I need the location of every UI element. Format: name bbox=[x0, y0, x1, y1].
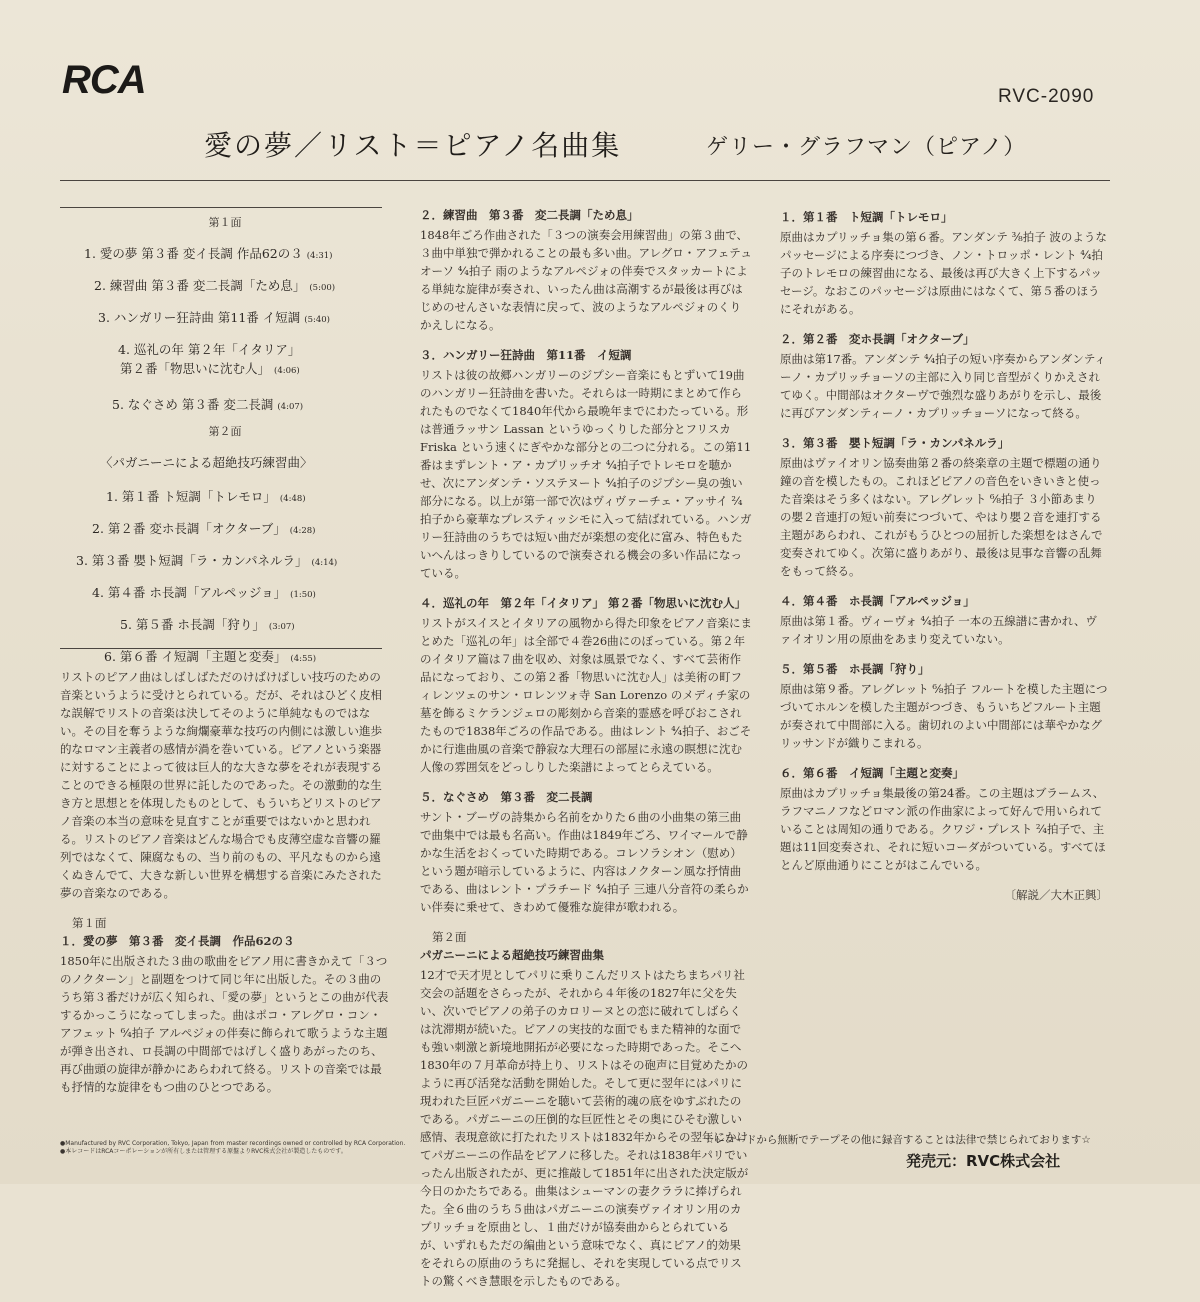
intro-paragraph: リストのピアノ曲はしばしばただのけばけばしい技巧のための音楽というように受けとられている。だが、それはひどく皮相な誤解でリストの音楽は決してそのように単純なものではない。その目を奪うような絢爛豪華な技巧の内側には激しい進歩的なロマン主義者の感情が渦を巻いている。ピアノという楽器に対することによって彼は巨人的な大きな夢をそれが表現することのできる極限の世界に託したのであった。その激動的な生き方と思想とを体現したものとして、もういちどリストのピアノ音楽の本当の意味を見直すことが重要ではないかと思われる。リストのピアノ音楽はどんな場合でも皮薄空虚な音響の羅列ではなくて、陳腐なもの、当り前のもの、平凡なものから遠くぬきんでて、大きな新しい世界を構想する音楽にみたされた夢の音楽なのである。 bbox=[60, 670, 382, 900]
note-body: 原曲は第１番。ヴィーヴォ ⁴⁄₄拍子 一本の五線譜に書かれ、ヴァイオリン用の原曲をあまり変えていない。 bbox=[780, 614, 1097, 646]
track-item bbox=[60, 308, 390, 326]
artist-credit: ゲリー・グラフマン（ピアノ） bbox=[706, 135, 1027, 160]
note-heading: ５．第５番 ホ長調「狩り」 bbox=[780, 662, 930, 676]
note-body: サント・ブーヴの詩集から名前をかりた６曲の小曲集の第三曲で曲集中では最も名高い。作曲は1849年ごろ、ワイマールで静かな生活をおくっていた時期である。コレソラシオン（慰め）という題が暗示しているように、内容はノクターン風な抒情曲である、曲はレント・プラチード ⁴⁄₄拍子 三連八分音符の柔らかい伴奏に乗せて、きわめて優雅な旋律が歌われる。 bbox=[420, 810, 749, 914]
note-body: リストは彼の故郷ハンガリーのジプシー音楽にもとずいて19曲のハンガリー狂詩曲を書いた。それらは一時期にまとめて作られたものでなくて1840年代から最晩年までにわたっている。形は普通ラッサン Lassan というゆっくりした部分とフリスカ Friska という速くにぎやかな部分との二つに分れる。この第11番はまずレント・ア・カプリッチオ ⁴⁄₄拍子でトレモロを聴かせ、次にアンダンテ・ソステヌート ⁴⁄₄拍子のジプシー臭の強い部分になる。以上が第一部で次はヴィヴァーチェ・アッサイ ²⁄₄拍子から豪華なプレスティッシモに入って結ばれている。ハンガリー狂詩曲のうちでは短い曲だが楽想の変化に富み、特色もたいへんはっきりしているので演奏される機会の多い作品になっている。 bbox=[420, 368, 752, 580]
note-heading: パガニーニによる超絶技巧練習曲集 bbox=[420, 948, 604, 962]
note-body: 12才で天才児としてパリに乗りこんだリストはたちまちパリ社交会の話題をさらったが、それから４年後の1827年に父を失い、次いでピアノの弟子のカロリーヌとの恋に破れてしばらくは沈滞期が続いた。ピアノの実技的な面でもまた精神的な面でも強い刺激と新境地開拓が必要になった時期であった。そこへ1830年の７月革命が持上り、リストはその砲声に目覚めたかのように再び活発な活動を開始した。そして更に翌年にはパリに現われた巨匠パガニーニを聴いて芸術的魂の底をゆすぶれたのである。パガニーニの圧倒的な巨匠性とその奥にひそむ激しい感情、表現意欲に打たれたリストは1832年からその翌年にかけてパガニーニの作品をピアノに移した。それは1838年パリでいったん出版されたが、更に推敲して1851年に出された決定版が今日のかたちである。曲集はシューマンの妻クララに捧げられた。全６曲のうち５曲はパガニーニの演奏ヴァイオリン用のカプリッチョを原曲とし、１曲だけが協奏曲からとられているが、いずれもただの編曲という意味でなく、真にピアノ的効果をそれらの原曲のうちに発掘し、それを実現している点でリストの驚くべき慧眼を示したものである。 bbox=[420, 968, 749, 1288]
note-heading: ６．第６番 イ短調「主題と変奏」 bbox=[780, 766, 964, 780]
note-heading: ２．第２番 変ホ長調「オクターブ」 bbox=[780, 332, 975, 346]
track-duration: (4:31) bbox=[306, 251, 333, 261]
track-title: 1. 愛の夢 第３番 変イ長調 作品62の３ bbox=[84, 246, 303, 261]
track-duration: (4:28) bbox=[289, 526, 316, 536]
track-duration: (5:40) bbox=[304, 315, 330, 325]
track-item bbox=[60, 276, 390, 294]
note-body: 原曲はカプリッチョ集最後の第24番。この主題はブラームス、ラフマニノフなどロマン派の作曲家によって好んで用いられていることは周知の通りである。クワジ・プレスト ²⁄₄拍子で、主題は11回変奏され、それに短いコーダがついている。すべてほとんど原曲通りにことがはこんでいる。 bbox=[780, 786, 1106, 872]
track-duration: (4:06) bbox=[274, 366, 300, 376]
note-heading: ４．第４番 ホ長調「アルペッジョ」 bbox=[780, 594, 975, 608]
track-item bbox=[60, 551, 390, 569]
notes-credit: 〔解説／大木正興〕 bbox=[1004, 888, 1108, 902]
track-title: 3. 第３番 嬰ト短調「ラ・カンパネルラ」 bbox=[76, 553, 308, 568]
side-label: 第２面 bbox=[208, 425, 242, 438]
note-heading: ４．巡礼の年 第２年「イタリア」 第２番「物思いに沈む人」 bbox=[420, 596, 747, 610]
note-body: 原曲はヴァイオリン協奏曲第２番の終楽章の主題で標題の通り鐘の音を模したもの。これほどピアノの音色をいきいきと使った音楽はそう多くはない。アレグレット ⁶⁄₈拍子 ３小節あまりの嬰２音連打の短い前奏につづいて、やはり嬰２音を連打する主題があらわれ、これがもうひとつの屈折した楽想をはさんで変奏されてゆく。次第に盛りあがり、最後は見事な音響の乱舞をもって終る。 bbox=[780, 456, 1103, 578]
note-heading: ２．練習曲 第３番 変二長調「ため息」 bbox=[420, 208, 639, 222]
track-subtitle: 第２番「物思いに沈む人」 bbox=[120, 361, 271, 376]
track-title: 2. 第２番 変ホ長調「オクターブ」 bbox=[92, 521, 286, 536]
manufacturer-line-en: ●Manufactured by RVC Corporation, Tokyo, Japan from master recordings owned or controlled by RCA Corporation. bbox=[60, 1140, 406, 1147]
track-title: 1. 第１番 ト短調「トレモロ」 bbox=[106, 489, 276, 504]
track-item bbox=[60, 519, 390, 537]
track-title: 5. なぐさめ 第３番 変二長調 bbox=[112, 397, 274, 412]
note-body: リストがスイスとイタリアの風物から得た印象をピアノ音楽にまとめた「巡礼の年」は全部で４巻26曲にのぼっている。第２年のイタリア篇は７曲を収め、対象は風景でなく、すべて芸術作品になっており、この第２番「物思いに沈む人」は美術の町フィレンツェのサン・ロレンツォ寺 San Lorenzo のメディチ家の墓を飾るミケランジェロの彫刻から音楽的霊感を呼びおこされたもので1838年ごろの作品である。曲はレント ⁴⁄₄拍子、おごそかに行進曲風の音楽で静寂な大理石の部屋に永遠の瞑想に沈む人像の雰囲気をどっしりした楽譜によってとらえている。 bbox=[420, 616, 753, 774]
tracklist-rule bbox=[60, 207, 382, 208]
note-heading: １．愛の夢 第３番 変イ長調 作品62の３ bbox=[60, 934, 295, 948]
track-item bbox=[60, 395, 390, 413]
distributor: 発売元：RVC株式会社 bbox=[906, 1152, 1061, 1170]
rca-logo: RCA bbox=[62, 58, 146, 102]
note-body: 1850年に出版された３曲の歌曲をピアノ用に書きかえて「３つのノクターン」と副題をつけて同じ年に出版した。その３曲のうち第３番だけが広く知られ、「愛の夢」というとこの曲が代表するかっこうになってしまった。曲はポコ・アレグロ・コン・アフェット ⁶⁄₄拍子 アルペジォの伴奏に飾られて歌うような主題が弾き出され、ロ長調の中間部ではげしく盛りあがったのち、再び曲頭の旋律が静かにあらわれて終る。リストの音楽では最も抒情的な旋律をもつ曲のひとつである。 bbox=[60, 954, 389, 1094]
track-item bbox=[60, 244, 390, 262]
track-title: 4. 巡礼の年 第２年「イタリア」 bbox=[118, 342, 301, 357]
track-title: 3. ハンガリー狂詩曲 第11番 イ短調 bbox=[98, 310, 301, 325]
track-duration: (5:00) bbox=[309, 283, 336, 293]
track-item bbox=[60, 615, 390, 633]
track-title: 2. 練習曲 第３番 変二長調「ため息」 bbox=[94, 278, 306, 293]
notes-side2-heading: 第２面 bbox=[432, 930, 467, 944]
note-heading: １．第１番 ト短調「トレモロ」 bbox=[780, 210, 953, 224]
track-duration: (4:14) bbox=[311, 558, 338, 568]
track-duration: (1:50) bbox=[290, 590, 316, 600]
note-heading: ５．なぐさめ 第３番 変二長調 bbox=[420, 790, 593, 804]
track-duration: (4:48) bbox=[279, 494, 306, 504]
track-item bbox=[60, 583, 390, 601]
notes-column-3 bbox=[780, 208, 1108, 916]
side-label: 第１面 bbox=[208, 216, 242, 229]
note-heading: ３．第３番 嬰ト短調「ラ・カンパネルラ」 bbox=[780, 436, 1010, 450]
track-title: 4. 第４番 ホ長調「アルペッジョ」 bbox=[92, 585, 287, 600]
note-body: 原曲は第９番。アレグレット ⁶⁄₈拍子 フルートを模した主題につづいてホルンを模した主題がつづき、もういちどフルート主題が奏されて中間部に入る。歯切れのよい中間部には華やかなグリッサンドが織りこまれる。 bbox=[780, 682, 1108, 750]
notes-side1-heading: 第１面 bbox=[72, 916, 107, 930]
side2-group-title: 〈パガニーニによる超絶技巧練習曲〉 bbox=[100, 455, 313, 470]
notes-column-1 bbox=[60, 668, 392, 1108]
manufacturer-notice bbox=[60, 1140, 420, 1156]
track-duration: (4:55) bbox=[290, 654, 317, 664]
copy-warning: ☆レコードから無断でテープその他に録音することは法律で禁じられております☆ bbox=[705, 1134, 1091, 1146]
note-heading: ３．ハンガリー狂詩曲 第11番 イ短調 bbox=[420, 348, 632, 362]
note-body: 原曲はカプリッチョ集の第６番。アンダンテ ³⁄₈拍子 波のようなパッセージによる序奏につづき、ノン・トロッポ・レント ⁴⁄₄拍子のトレモロの練習曲になる、最後は再び大きく上下するパッセージ。なおこのパッセージは原曲にはなくて、第５番のほうにそれがある。 bbox=[780, 230, 1107, 316]
track-item bbox=[60, 340, 390, 381]
track-duration: (3:07) bbox=[268, 622, 295, 632]
track-title: 5. 第５番 ホ長調「狩り」 bbox=[120, 617, 265, 632]
track-item bbox=[60, 647, 390, 665]
note-body: 原曲は第17番。アンダンテ ⁴⁄₄拍子の短い序奏からアンダンティーノ・カプリッチョーソの主部に入り同じ音型がくりかえされてゆく。中間部はオクターヴで強烈な盛りあがりを示し、最後に再びアンダンティーノ・カプリッチョーソになって終る。 bbox=[780, 352, 1106, 420]
track-duration: (4:07) bbox=[277, 402, 304, 412]
track-title: 6. 第６番 イ短調「主題と変奏」 bbox=[104, 649, 287, 664]
catalog-number: RVC-2090 bbox=[998, 86, 1095, 107]
header-rule bbox=[60, 180, 1110, 181]
notes-column-2 bbox=[420, 206, 752, 1302]
manufacturer-line-ja: ●本レコードはRCAコーポレーションが所有しまたは管理する原盤よりRVC株式会社が製造したものです。 bbox=[60, 1148, 347, 1155]
note-body: 1848年ごろ作曲された「３つの演奏会用練習曲」の第３曲で、３曲中単独で弾かれることの最も多い曲。アレグロ・アフェテュオーソ ⁴⁄₄拍子 雨のようなアルペジォの伴奏でスタッカートによる単純な旋律が奏され、いったん曲は高潮するが最後は再びはじめのせんさいな表情に戻って、波のようなアルペジォのくりかえしになる。 bbox=[420, 228, 752, 332]
album-title: 愛の夢／リスト＝ピアノ名曲集 bbox=[204, 129, 622, 162]
track-list bbox=[60, 214, 390, 679]
track-item bbox=[60, 487, 390, 505]
